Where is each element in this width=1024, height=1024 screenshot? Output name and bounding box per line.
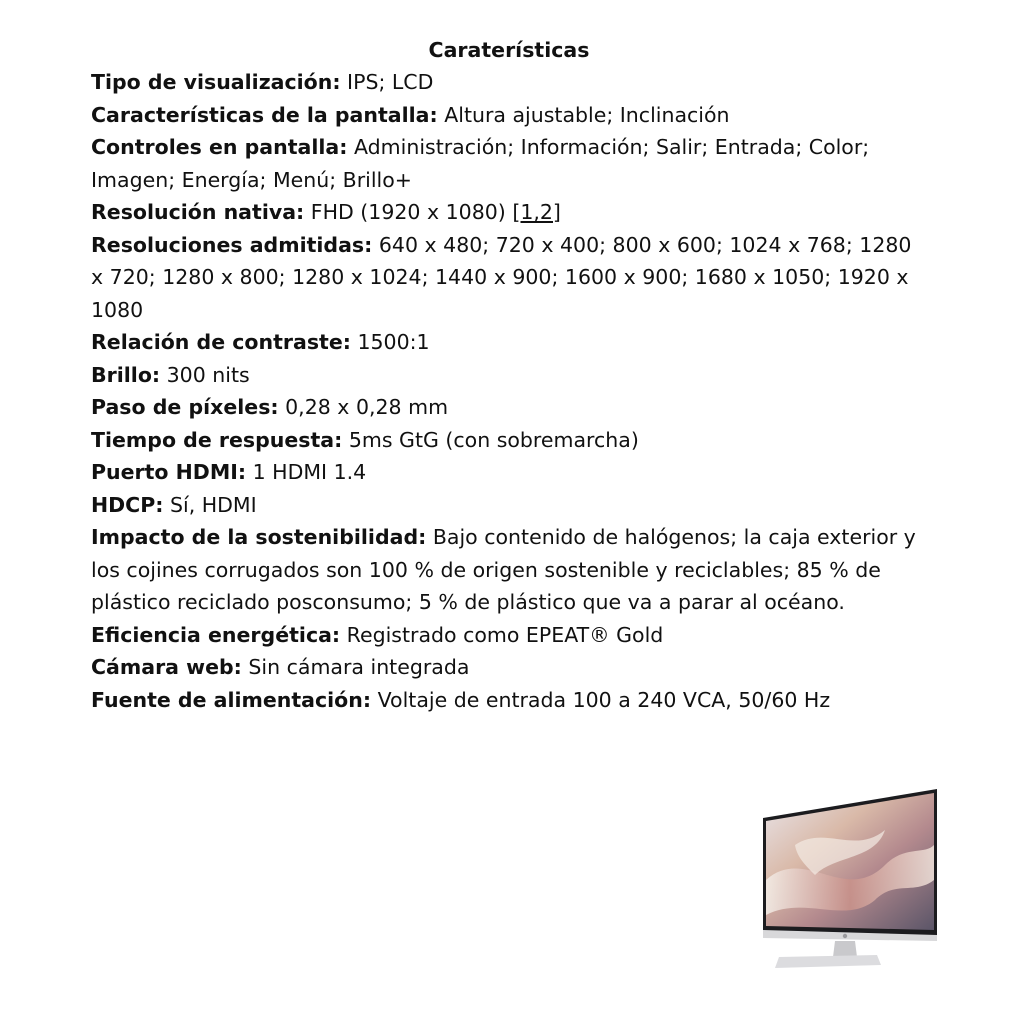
spec-label: Relación de contraste: [91, 330, 351, 354]
spec-label: Tipo de visualización: [91, 70, 341, 94]
spec-label: Controles en pantalla: [91, 135, 348, 159]
spec-label: HDCP: [91, 492, 164, 517]
spec-hdcp [91, 489, 921, 522]
spec-value: 1 HDMI 1.4 [252, 460, 367, 484]
spec-value: Altura ajustable; Inclinación [444, 102, 730, 127]
spec-label: Tiempo de respuesta: [91, 427, 343, 452]
spec-value: IPS; LCD [347, 70, 434, 94]
spec-pixel-pitch [91, 391, 921, 424]
spec-value: FHD (1920 x 1080) [310, 200, 506, 224]
monitor-product-image [735, 785, 945, 975]
brand-logo [843, 934, 847, 938]
spec-list [91, 66, 921, 716]
spec-value: Bajo contenido de halógenos; la caja exterior y los cojines corrugados son 100 % de origen sostenible y reciclables; 85 % de plástico reciclado posconsumo; 5 % de plástico que va a parar al océano. [91, 525, 916, 614]
spec-hdmi-port [91, 456, 921, 489]
spec-value: 0,28 x 0,28 mm [285, 395, 449, 419]
spec-value: 640 x 480; 720 x 400; 800 x 600; 1024 x 768; 1280 x 720; 1280 x 800; 1280 x 1024; 1440 x 900; 1600 x 900; 1680 x 1050; 1920 x 1080 [91, 232, 912, 322]
spec-value: Voltaje de entrada 100 a 240 VCA, 50/60 Hz [377, 687, 831, 712]
spec-sustainability [91, 521, 921, 619]
spec-supported-resolutions [91, 229, 921, 327]
spec-power-supply [91, 684, 921, 717]
spec-value: 5ms GtG (con sobremarcha) [348, 427, 639, 452]
spec-label: Puerto HDMI: [91, 460, 247, 484]
spec-value: Registrado como EPEAT® Gold [346, 622, 664, 647]
spec-label: Características de la pantalla: [91, 102, 438, 127]
spec-label: Resoluciones admitidas: [91, 232, 373, 257]
spec-display-type [91, 66, 921, 99]
spec-value: Sin cámara integrada [248, 655, 470, 679]
spec-response-time [91, 424, 921, 457]
spec-native-resolution [91, 196, 921, 229]
monitor-stand-neck [833, 941, 857, 957]
spec-onscreen-controls [91, 131, 921, 196]
spec-label: Resolución nativa: [91, 200, 305, 224]
spec-energy-efficiency [91, 619, 921, 652]
spec-label: Fuente de alimentación: [91, 687, 372, 712]
spec-label: Cámara web: [91, 655, 242, 679]
spec-webcam [91, 651, 921, 684]
spec-brightness [91, 359, 921, 392]
spec-label: Paso de píxeles: [91, 395, 279, 419]
spec-value: 1500:1 [357, 330, 430, 354]
page-title: Caraterísticas [428, 38, 590, 62]
spec-contrast-ratio [91, 326, 921, 359]
monitor-stand-base [775, 955, 881, 968]
spec-label: Eficiencia energética: [91, 622, 341, 647]
spec-value: 300 nits [166, 362, 250, 387]
spec-value: Administración; Información; Salir; Entrada; Color; Imagen; Energía; Menú; Brillo+ [91, 135, 870, 192]
spec-label: Brillo: [91, 362, 161, 387]
spec-value: Sí, HDMI [169, 492, 257, 517]
footnote-reference-link[interactable]: [1,2] [512, 200, 561, 224]
spec-screen-features [91, 99, 921, 132]
spec-label: Impacto de la sostenibilidad: [91, 525, 427, 549]
